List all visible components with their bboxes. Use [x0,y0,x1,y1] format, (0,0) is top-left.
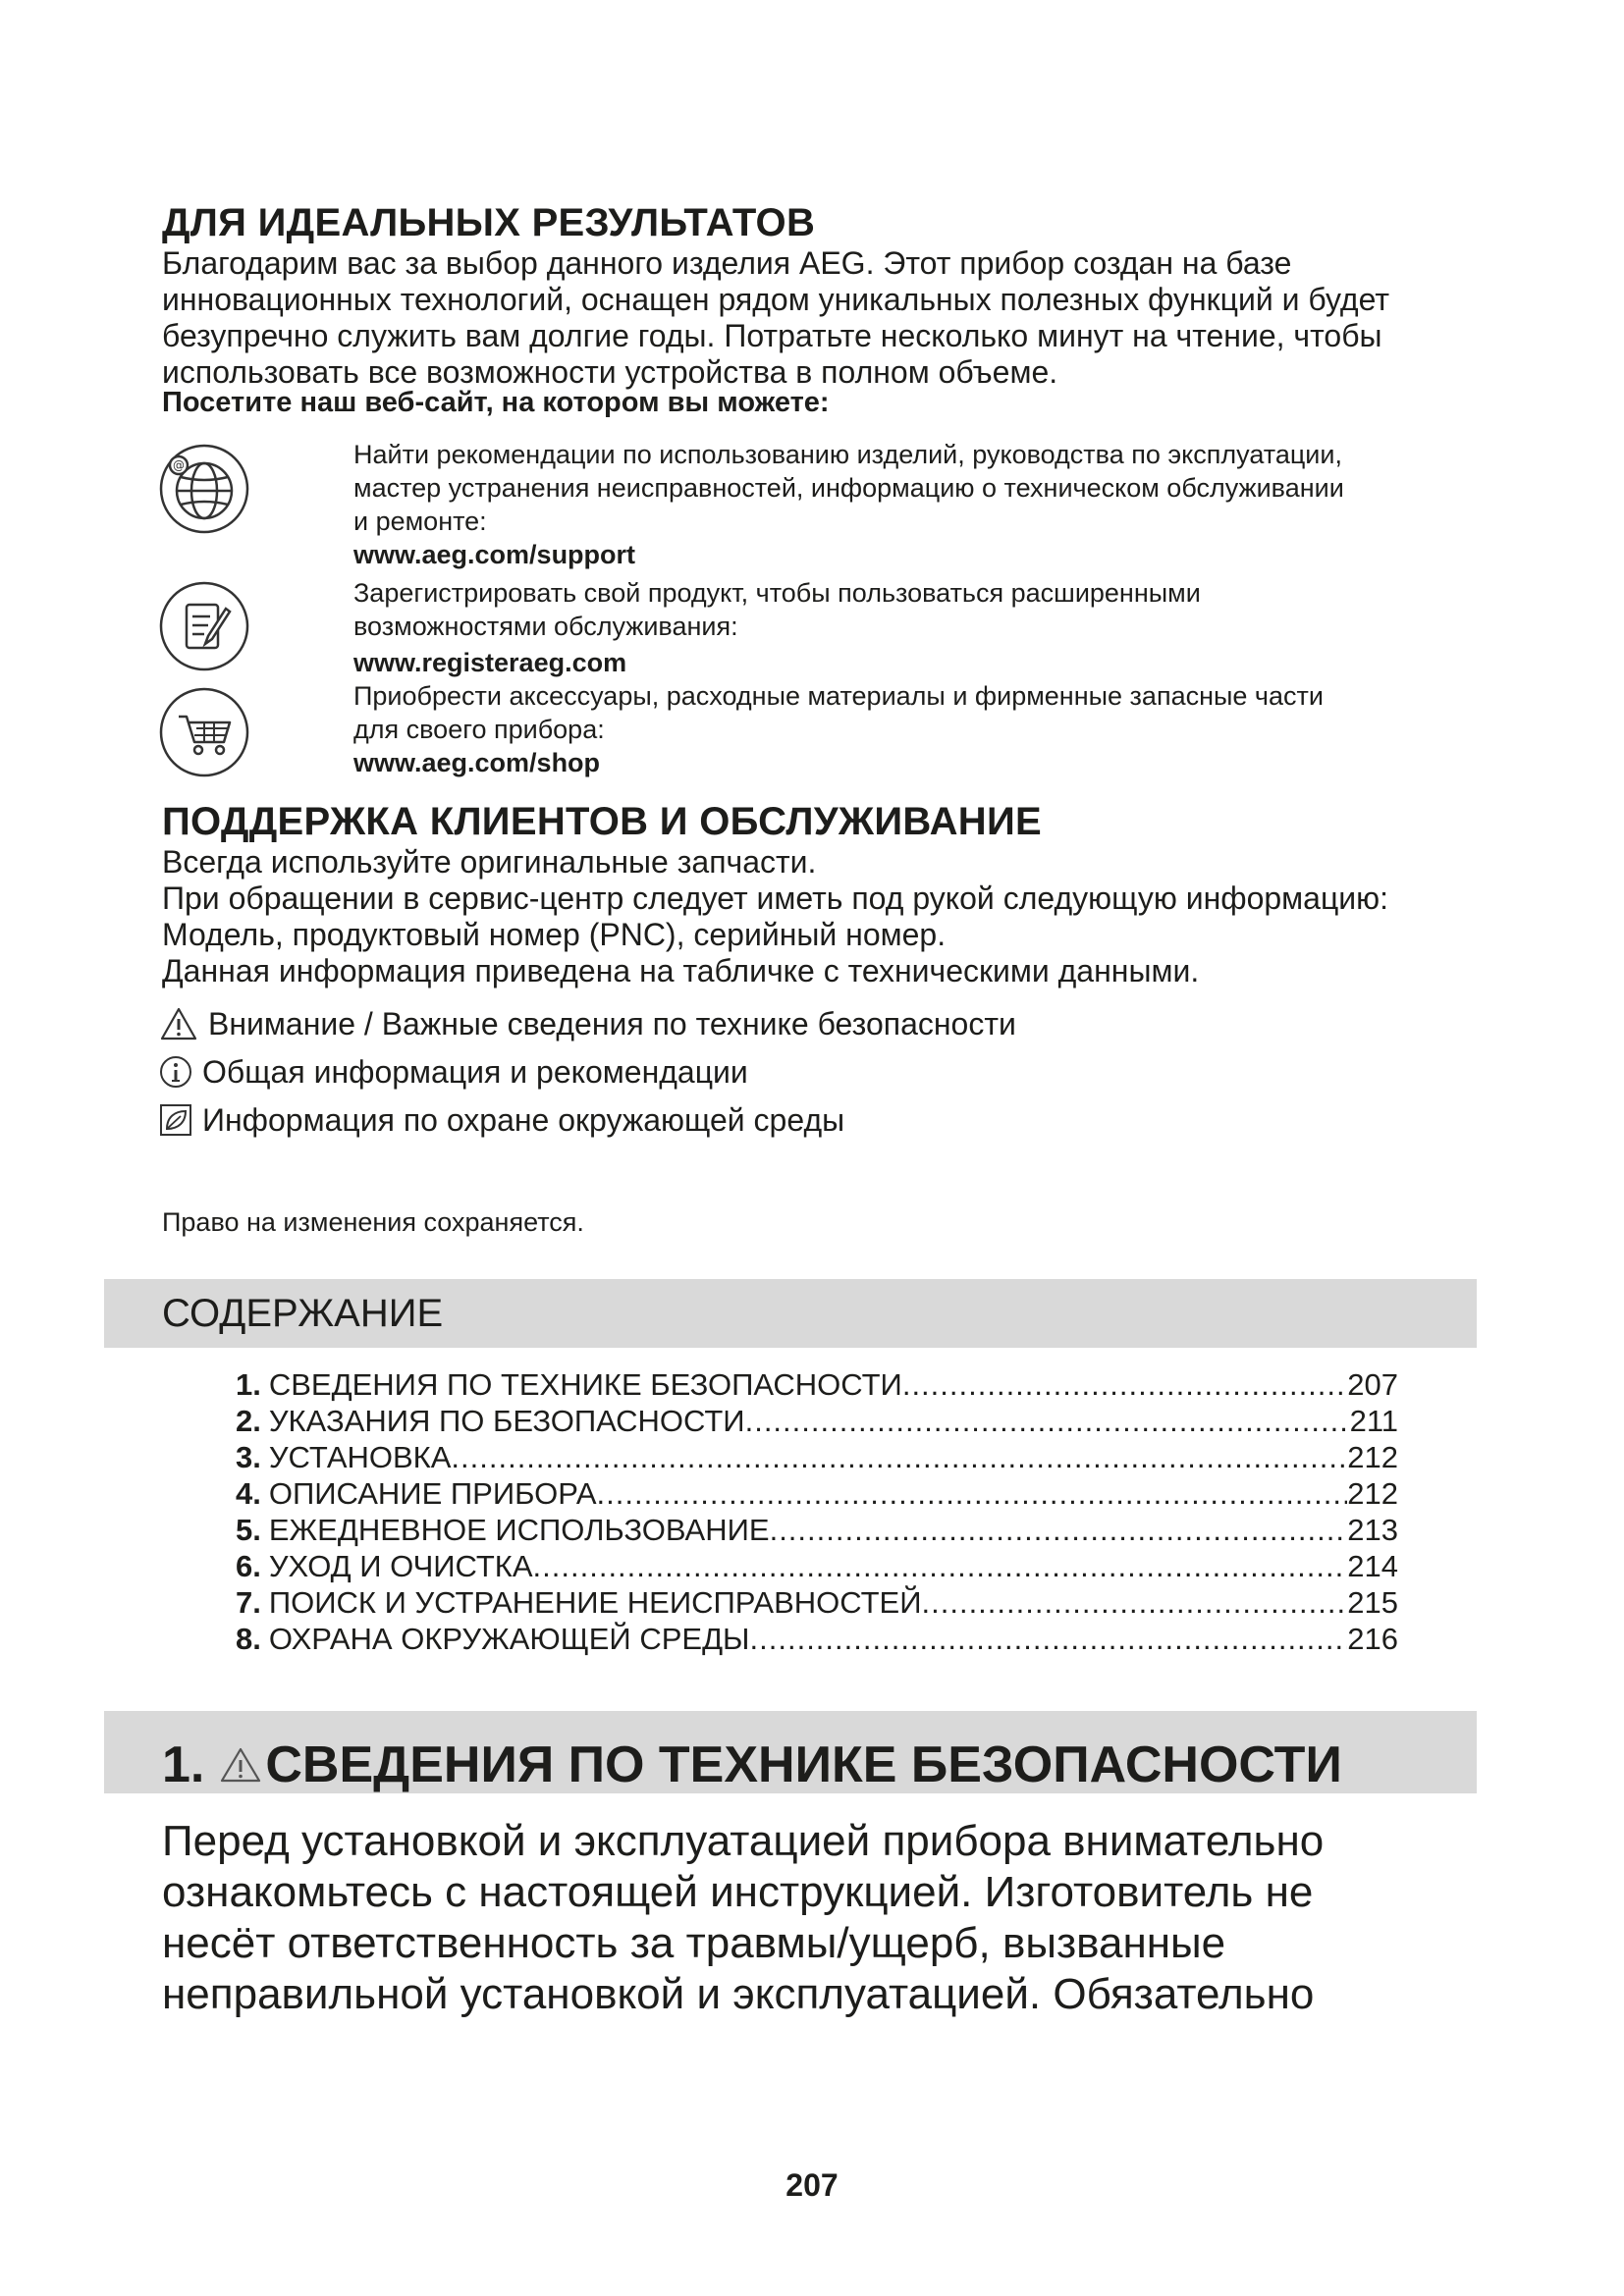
toc-entry-page: 215 [1347,1585,1398,1620]
warning-triangle-icon [218,1745,263,1785]
info-circle-icon [159,1055,192,1089]
toc-entry-number: 1. [236,1367,261,1402]
web-item-text: мастер устранения неисправностей, информацию о техническом обслуживании [353,473,1344,503]
shop-url-link[interactable]: www.aeg.com/shop [353,748,601,777]
support-line: Данная информация приведена на табличке с техническими данными. [162,953,1200,988]
toc-entry-number: 5. [236,1513,261,1547]
toc-leader-dots [597,1475,1348,1512]
toc-entry[interactable] [236,1512,1398,1548]
safety-intro-line: неправильной установкой и эксплуатацией. Обязательно [162,1970,1315,2018]
web-item-shop [353,679,1483,779]
legend-warning [159,1003,1016,1044]
shopping-cart-icon [157,685,251,779]
warning-triangle-icon [159,1006,198,1041]
toc-entry-number: 3. [236,1440,261,1474]
toc-entry[interactable] [236,1403,1398,1439]
table-of-contents [236,1366,1398,1657]
web-item-text: для своего прибора: [353,715,605,744]
toc-entry-page: 216 [1347,1622,1398,1656]
safety-intro-paragraph [162,1816,1517,2020]
web-item-text: Приобрести аксессуары, расходные материалы и фирменные запасные части [353,681,1324,711]
globe-icon [157,442,251,536]
support-paragraph [162,844,1478,989]
legend-warning-text: Внимание / Важные сведения по технике безопасности [208,1005,1016,1041]
intro-line: инновационных технологий, оснащен рядом уникальных полезных функций и будет [162,282,1389,317]
toc-entry-label: УХОД И ОЧИСТКА [268,1549,533,1583]
toc-entry[interactable] [236,1475,1398,1512]
register-document-icon [157,579,251,673]
web-item-text: и ремонте: [353,507,487,536]
toc-leader-dots [750,1621,1348,1657]
toc-entry-page: 212 [1347,1440,1398,1474]
page-number: 207 [785,2167,839,2203]
legend-environment-text: Информация по охране окружающей среды [202,1101,845,1138]
web-item-text: Найти рекомендации по использованию изделий, руководства по эксплуатации, [353,440,1342,469]
toc-entry-label: УСТАНОВКА [268,1440,452,1474]
toc-entry-page: 212 [1347,1476,1398,1511]
support-line: При обращении в сервис-центр следует иметь под рукой следующую информацию: [162,881,1389,916]
safety-intro-line: Перед установкой и эксплуатацией прибора внимательно [162,1817,1325,1865]
toc-entry-label: ОПИСАНИЕ ПРИБОРА [268,1476,597,1511]
safety-intro-line: ознакомьтесь с настоящей инструкцией. Изготовитель не [162,1868,1314,1916]
safety-section-title [162,1735,1342,1794]
legend-environment [159,1099,844,1141]
toc-entry-page: 214 [1347,1549,1398,1583]
intro-line: Благодарим вас за выбор данного изделия AEG. Этот прибор создан на базе [162,245,1292,281]
intro-line: использовать все возможности устройства в полном объеме. [162,354,1058,390]
toc-entry-label: УКАЗАНИЯ ПО БЕЗОПАСНОСТИ [268,1404,745,1438]
toc-entry-page: 213 [1347,1513,1398,1547]
toc-entry[interactable] [236,1621,1398,1657]
toc-leader-dots [770,1512,1348,1548]
safety-section-number: 1. [162,1736,205,1793]
intro-paragraph [162,245,1478,391]
support-line: Всегда используйте оригинальные запчасти. [162,844,817,880]
toc-leader-dots [922,1584,1348,1621]
support-line: Модель, продуктовый номер (PNC), серийный номер. [162,917,947,952]
legend-info [159,1051,748,1093]
web-item-register [353,576,1483,679]
toc-entry-label: ЕЖЕДНЕВНОЕ ИСПОЛЬЗОВАНИЕ [268,1513,770,1547]
toc-entry-number: 6. [236,1549,261,1583]
web-item-text: возможностями обслуживания: [353,612,738,641]
toc-entry-label: ПОИСК И УСТРАНЕНИЕ НЕИСПРАВНОСТЕЙ [268,1585,922,1620]
toc-entry-number: 7. [236,1585,261,1620]
heading-customer-support: ПОДДЕРЖКА КЛИЕНТОВ И ОБСЛУЖИВАНИЕ [162,800,1043,843]
legend-info-text: Общая информация и рекомендации [202,1053,748,1090]
web-item-support [353,438,1483,571]
svg-text:@: @ [173,458,185,472]
toc-entry-number: 8. [236,1622,261,1656]
toc-entry[interactable] [236,1584,1398,1621]
register-url-link[interactable]: www.registeraeg.com [353,648,627,677]
toc-entry-number: 2. [236,1404,261,1438]
toc-entry-label: ОХРАНА ОКРУЖАЮЩЕЙ СРЕДЫ [268,1622,750,1656]
toc-leader-dots [451,1439,1347,1475]
toc-entry-page: 207 [1347,1367,1398,1402]
toc-entry-number: 4. [236,1476,261,1511]
toc-entry-label: СВЕДЕНИЯ ПО ТЕХНИКЕ БЕЗОПАСНОСТИ [268,1367,902,1402]
intro-line: безупречно служить вам долгие годы. Потратьте несколько минут на чтение, чтобы [162,318,1382,353]
visit-website-label: Посетите наш веб-сайт, на котором вы можете: [162,387,830,418]
toc-entry-page: 211 [1349,1404,1398,1438]
toc-title: СОДЕРЖАНИЕ [162,1292,444,1335]
toc-entry[interactable] [236,1439,1398,1475]
toc-entry[interactable] [236,1366,1398,1403]
rights-note: Право на изменения сохраняется. [162,1207,584,1237]
web-item-text: Зарегистрировать свой продукт, чтобы пользоваться расширенными [353,578,1201,608]
toc-leader-dots [902,1366,1347,1403]
heading-best-results: ДЛЯ ИДЕАЛЬНЫХ РЕЗУЛЬТАТОВ [162,201,816,244]
environment-leaf-icon [159,1103,192,1137]
support-url-link[interactable]: www.aeg.com/support [353,540,636,569]
safety-intro-line: несёт ответственность за травмы/ущерб, вызванные [162,1919,1226,1967]
toc-leader-dots [533,1548,1348,1584]
safety-section-heading: СВЕДЕНИЯ ПО ТЕХНИКЕ БЕЗОПАСНОСТИ [265,1736,1342,1793]
toc-entry[interactable] [236,1548,1398,1584]
toc-leader-dots [745,1403,1350,1439]
